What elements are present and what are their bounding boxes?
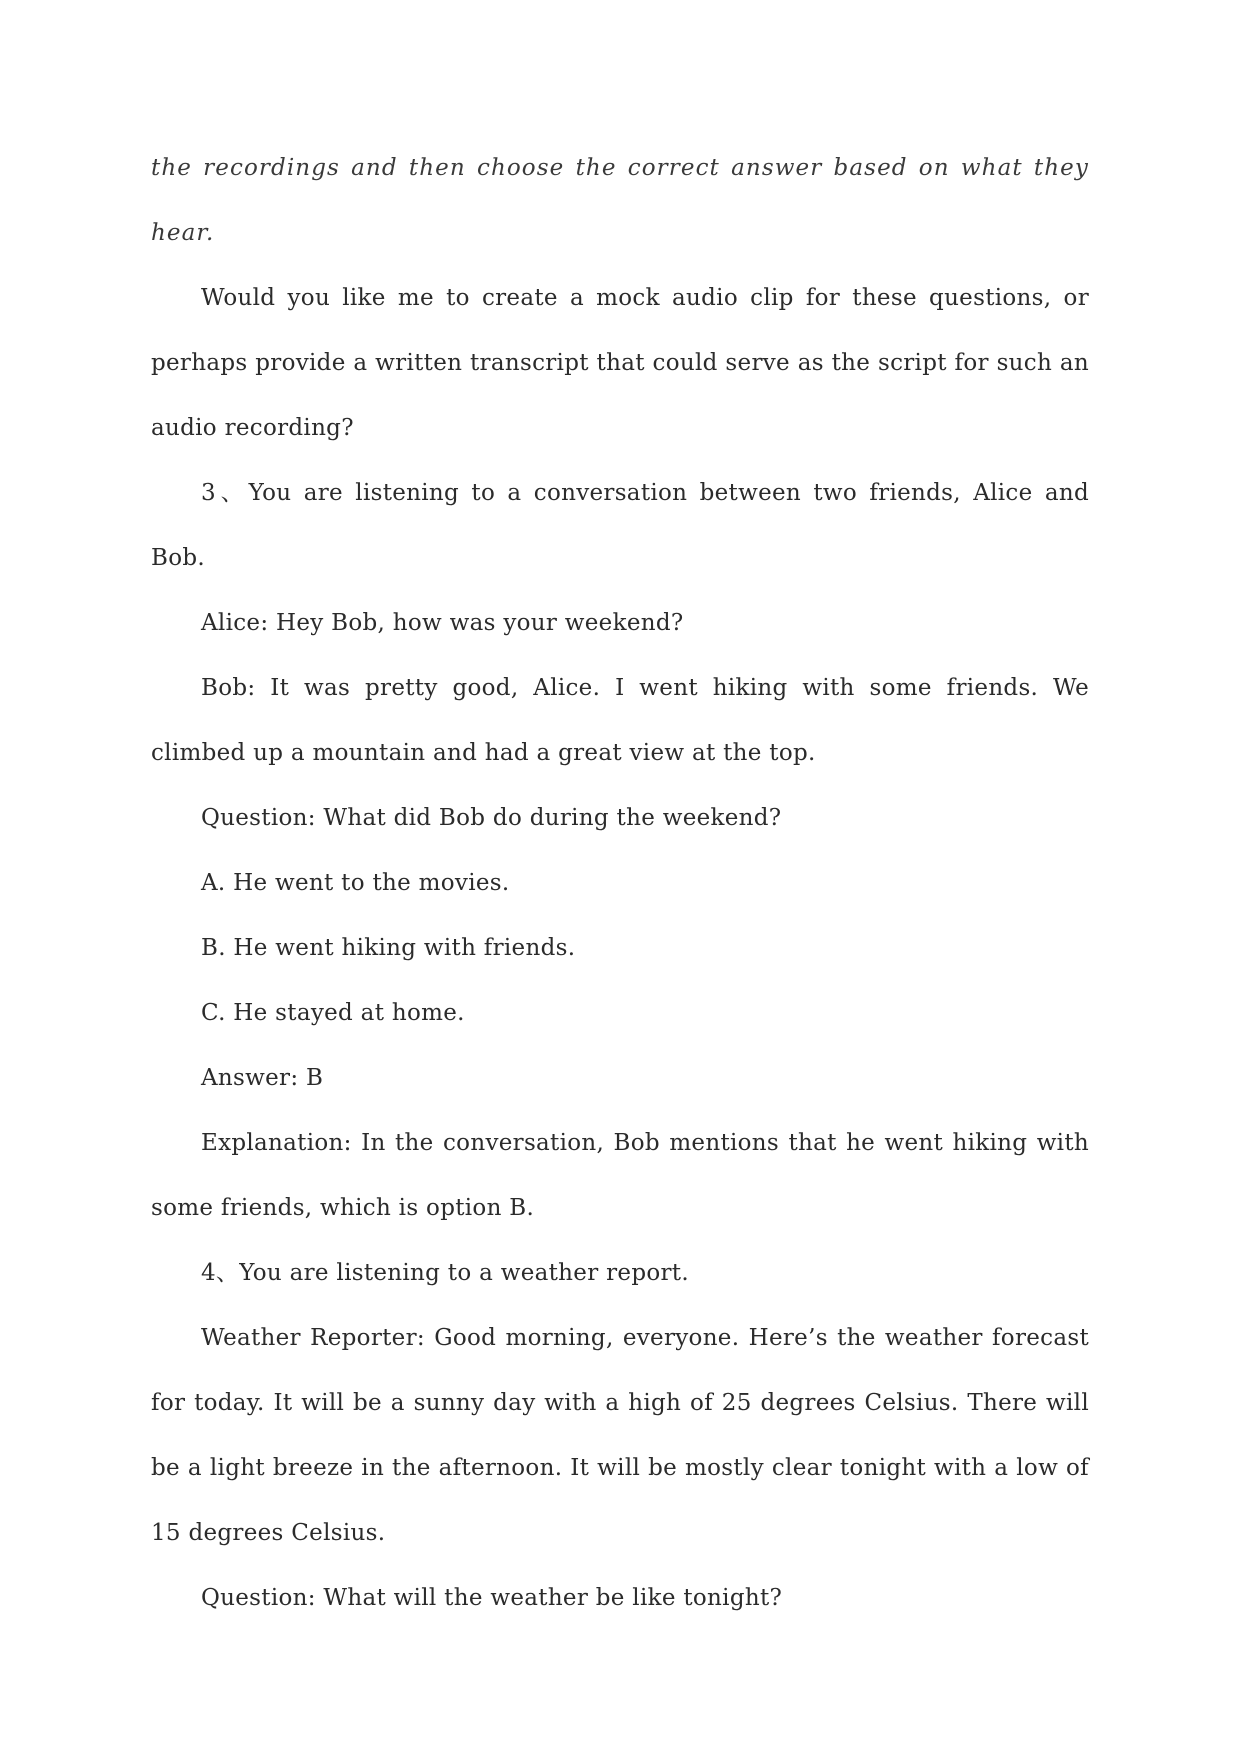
explanation: Explanation: In the conversation, Bob mentions that he went hiking with some friends, which is option B. <box>151 1130 1089 1221</box>
option-c: C. He stayed at home. <box>201 1000 465 1026</box>
question-3-text: Question: What did Bob do during the weekend? <box>201 805 782 831</box>
question-4-prompt: 4、You are listening to a weather report. <box>201 1260 689 1286</box>
answer: Answer: B <box>201 1065 324 1091</box>
dialogue-alice: Alice: Hey Bob, how was your weekend? <box>201 610 684 636</box>
question-4-text: Question: What will the weather be like tonight? <box>201 1585 783 1611</box>
weather-report: Weather Reporter: Good morning, everyone. Here’s the weather forecast for today. It will be a sunny day with a high of 25 degrees Celsius. There will be a light breeze in the afternoon. It will be mostly clear tonight with a low of 15 degrees Celsius. <box>151 1325 1089 1546</box>
document-body <box>151 136 1089 1631</box>
option-b: B. He went hiking with friends. <box>201 935 576 961</box>
instruction-continuation: the recordings and then choose the correct answer based on what they hear. <box>151 155 1089 246</box>
question-3-prompt: 3、You are listening to a conversation between two friends, Alice and Bob. <box>151 480 1089 571</box>
dialogue-bob: Bob: It was pretty good, Alice. I went hiking with some friends. We climbed up a mountain and had a great view at the top. <box>151 675 1089 766</box>
follow-up-offer: Would you like me to create a mock audio clip for these questions, or perhaps provide a written transcript that could serve as the script for such an audio recording? <box>151 285 1089 441</box>
option-a: A. He went to the movies. <box>201 870 510 896</box>
